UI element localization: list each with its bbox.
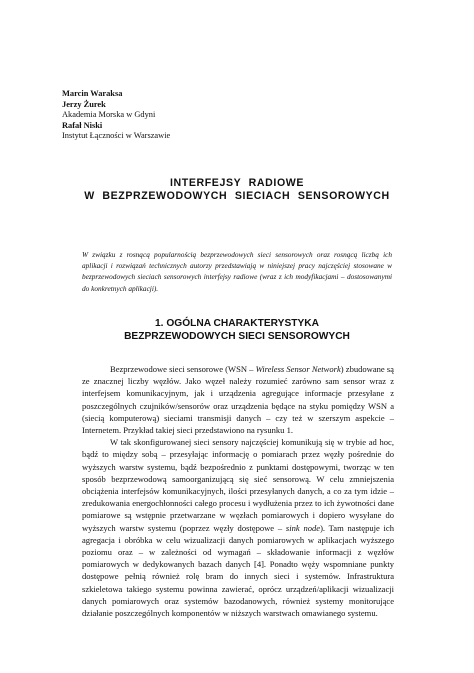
author-affiliation: Instytut Łączności w Warszawie	[62, 131, 171, 141]
paper-title	[40, 177, 434, 204]
paragraph-text: ). Tam następuje ich agregacja i obróbka w celu wizualizacji danych pomiarowych w aplikacjach wyższego poziomu oraz – w zależności od wymagań – składowanie informacji z węzłów pomiarowych w dedykowanych bazach danych [4]. Ponadto węży wspomniane punkty dostępowe pełnią również rolę bram do innych sieci i systemów. Infrastruktura szkieletowa takiego systemu powinna zawierać, oprócz urządzeń/aplikacji wizualizacji danych pomiarowych oraz systemów bazodanowych, również systemy monitorujące działanie poszczególnych komponentów w niższych warstwach omawianego systemu.	[82, 522, 394, 619]
paragraph-text: ) zbudowane są ze znacznej liczby węzłów. Jako węzeł należy rozumieć zarówno sam sensor wraz z interfejsem komunikacyjnym, jak i urządzenia agregujące informacje przesyłane z poszczególnych czujników/sensorów oraz urządzenia będące na styku pomiędzy WSN a (siecią komputerową) sieciami transmisji danych – czy też w szerszym aspekcie – Internetem. Przykład takiej sieci przedstawiono na rysunku 1.	[82, 364, 394, 436]
author-name: Marcin Waraksa	[62, 89, 123, 98]
paragraph	[82, 436, 394, 619]
author-affiliation: Akademia Morska w Gdyni	[62, 110, 156, 120]
section-heading-line: 1. OGÓLNA CHARAKTERYSTYKA	[155, 318, 319, 329]
italic-term: Wireless Sensor Network	[255, 364, 341, 374]
paragraph-text: W tak skonfigurowanej sieci sensory najczęściej komunikują się w trybie ad hoc, bądź to między sobą – przesyłając informację o pomiarach przez węzły pośrednie do wyższych warstw systemu, bądź bezpośrednio z punktami dostępowymi, tworząc w ten sposób bezprzewodową samoorganizującą się sieć sensorową. W celu zmniejszenia obciążenia interfejsów komunikacyjnych, ilości przesyłanych danych, a co za tym idzie – zredukowania energochłonności całego procesu i wydłużenia przez to ich żywotności dane pomiarowe są wstępnie przetwarzane w węzłach pomiarowych i dopiero wysyłane do wyższych warstw systemu (poprzez węzły dostępowe –	[82, 437, 394, 533]
abstract: W związku z rosnącą popularnością bezprzewodowych sieci sensorowych oraz rosnącą liczbą ich aplikacji i rozwiązań technicznych autorzy przedstawiają w niniejszej pracy najczęściej stosowane w bezprzewodowych sieciach sensorowych interfejsy radiowe (wraz z ich modyfikacjami – dostosowanymi do konkretnych aplikacji).	[82, 250, 392, 293]
author-name: Rafał Niski	[62, 120, 103, 130]
author-block	[62, 89, 170, 142]
title-line: W BEZPRZEWODOWYCH SIECIACH SENSOROWYCH	[84, 190, 390, 203]
section-heading	[40, 317, 434, 344]
section-heading-line: BEZPRZEWODOWYCH SIECI SENSOROWYCH	[124, 331, 350, 343]
paragraph	[82, 363, 394, 436]
author-name: Jerzy Żurek	[62, 99, 106, 109]
body-text	[82, 363, 394, 619]
italic-term: sink node	[285, 522, 321, 533]
paragraph-text: Bezprzewodowe sieci sensorowe (WSN –	[110, 364, 256, 374]
title-line: INTERFEJSY RADIOWE	[169, 177, 305, 189]
